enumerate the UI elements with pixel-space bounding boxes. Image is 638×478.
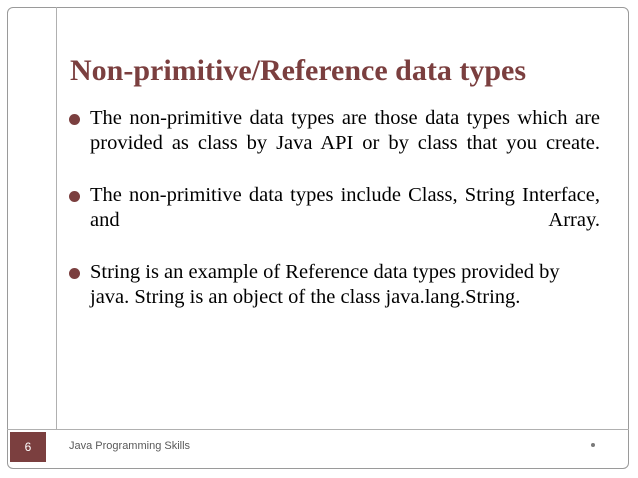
page-number-badge: 6 [10,432,46,462]
small-dot-icon [591,443,595,447]
bullet-text: The non-primitive data types include Class, String Interface, and Array. [90,184,600,231]
slide-title: Non-primitive/Reference data types [70,54,527,87]
footer-title: Java Programming Skills [69,440,191,452]
bullet-icon [69,191,80,202]
bullet-item-3 [66,260,600,310]
left-divider-line [56,7,57,429]
bullet-item-2 [66,183,600,258]
bullet-text: The non-primitive data types are those data types which are provided as class by Java API or by class that you create. [90,107,600,154]
footer-divider-line [7,429,629,430]
bullet-list [66,106,600,312]
bullet-icon [69,268,80,279]
bullet-item-1 [66,106,600,181]
bullet-text: String is an example of Reference data types provided by java. String is an object of the class java.lang.String. [90,261,560,308]
bullet-icon [69,114,80,125]
